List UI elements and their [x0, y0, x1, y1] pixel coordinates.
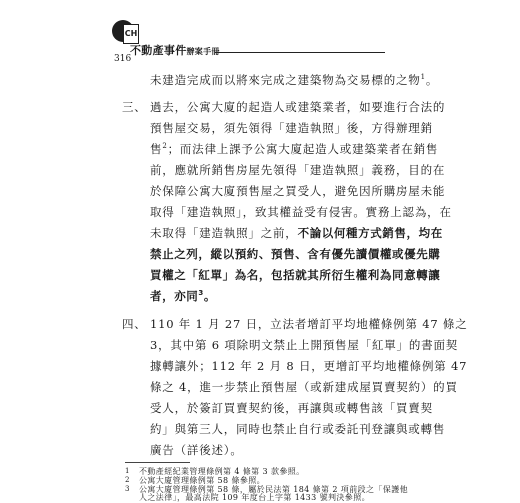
item-3-line-3: 售$^2$；而法律上課予公寓大廈起造人或建築業者在銷售: [150, 142, 439, 156]
header-title-sub: 辦案手冊: [186, 47, 220, 56]
item-4-line-2: 3，其中第 6 項除明文禁止上開預售屋「紅單」的書面契: [150, 338, 459, 352]
footnote-ref-3: 3: [198, 289, 204, 298]
item-4-line-6: 約」與第三人，同時也禁止自行或委託刊登讓與或轉售: [150, 422, 446, 436]
item-4-line-7: 廣告（詳後述）。: [150, 443, 243, 457]
emphasis-text: 不論以何種方式銷售，均在: [297, 226, 443, 240]
item-3-line-8: 禁止之列，縱以預約、預售、含有優先讀價權或優先購: [150, 247, 441, 261]
item-4-line-4: 條之 4，進一步禁止預售屋（或新建成屋買賣契約）的買: [150, 380, 458, 394]
footnote-rule: [125, 462, 190, 463]
item-4-marker: 四、: [122, 317, 147, 331]
footnote-ref-2: 2: [162, 142, 168, 151]
footnote-3: 3 公寓大廈管理條例第 58 條，屬於民法第 184 條第 2 項前段之「保護他: [125, 485, 408, 494]
item-3-line-5: 於保障公寓大廈預售屋之買受人，避免因所購房屋未能: [150, 184, 446, 198]
item-3-line-2: 預售屋交易，須先領得「建造執照」後，方得辦理銷: [150, 121, 433, 135]
header-rule: [215, 52, 385, 53]
footnote-2: 2 公寓大廈管理條例第 58 條參照。: [125, 476, 266, 485]
running-header-title: [130, 42, 220, 58]
footnote-3-continuation: 人之法律」，最高法院 109 年度台上字第 1433 號判決參照。: [139, 493, 370, 502]
item-3-marker: 三、: [122, 100, 147, 114]
logo-box: CH: [123, 24, 139, 44]
paragraph-continuation-line: 未建造完成而以將來完成之建築物為交易標的之物$^1$。: [150, 73, 439, 87]
item-3-line-9: 買權之「紅單」為名，包括就其所衍生權利為同意轉讓: [150, 268, 441, 282]
item-3-line-1: 過去，公寓大廈的起造人或建築業者，如要進行合法的: [150, 100, 446, 114]
header-title-main: 不動產事件: [130, 44, 187, 57]
item-3-line-6: 取得「建造執照」，致其權益受有侵害。實務上認為，在: [150, 205, 452, 219]
item-3-line-4: 前，應就所銷售房屋先領得「建造執照」義務，目的在: [150, 163, 446, 177]
item-3-line-10: 者，亦同$^3$。: [150, 289, 216, 303]
page-number: 316: [114, 54, 132, 64]
item-4-line-1: 110 年 1 月 27 日，立法者增訂平均地權條例第 47 條之: [150, 317, 468, 331]
footnote-1: 1 不動產經紀業管理條例第 4 條第 3 款參照。: [125, 467, 305, 476]
item-3-line-7: 未取得「建造執照」之前，不論以何種方式銷售，均在: [150, 226, 443, 240]
item-4-line-5: 受人，於簽訂買賣契約後，再讓與或轉售該「買賣契: [150, 401, 433, 415]
footnote-ref-1: 1: [420, 73, 426, 82]
item-4-line-3: 據轉讓外；112 年 2 月 8 日，更增訂平均地權條例第 47: [150, 359, 468, 373]
